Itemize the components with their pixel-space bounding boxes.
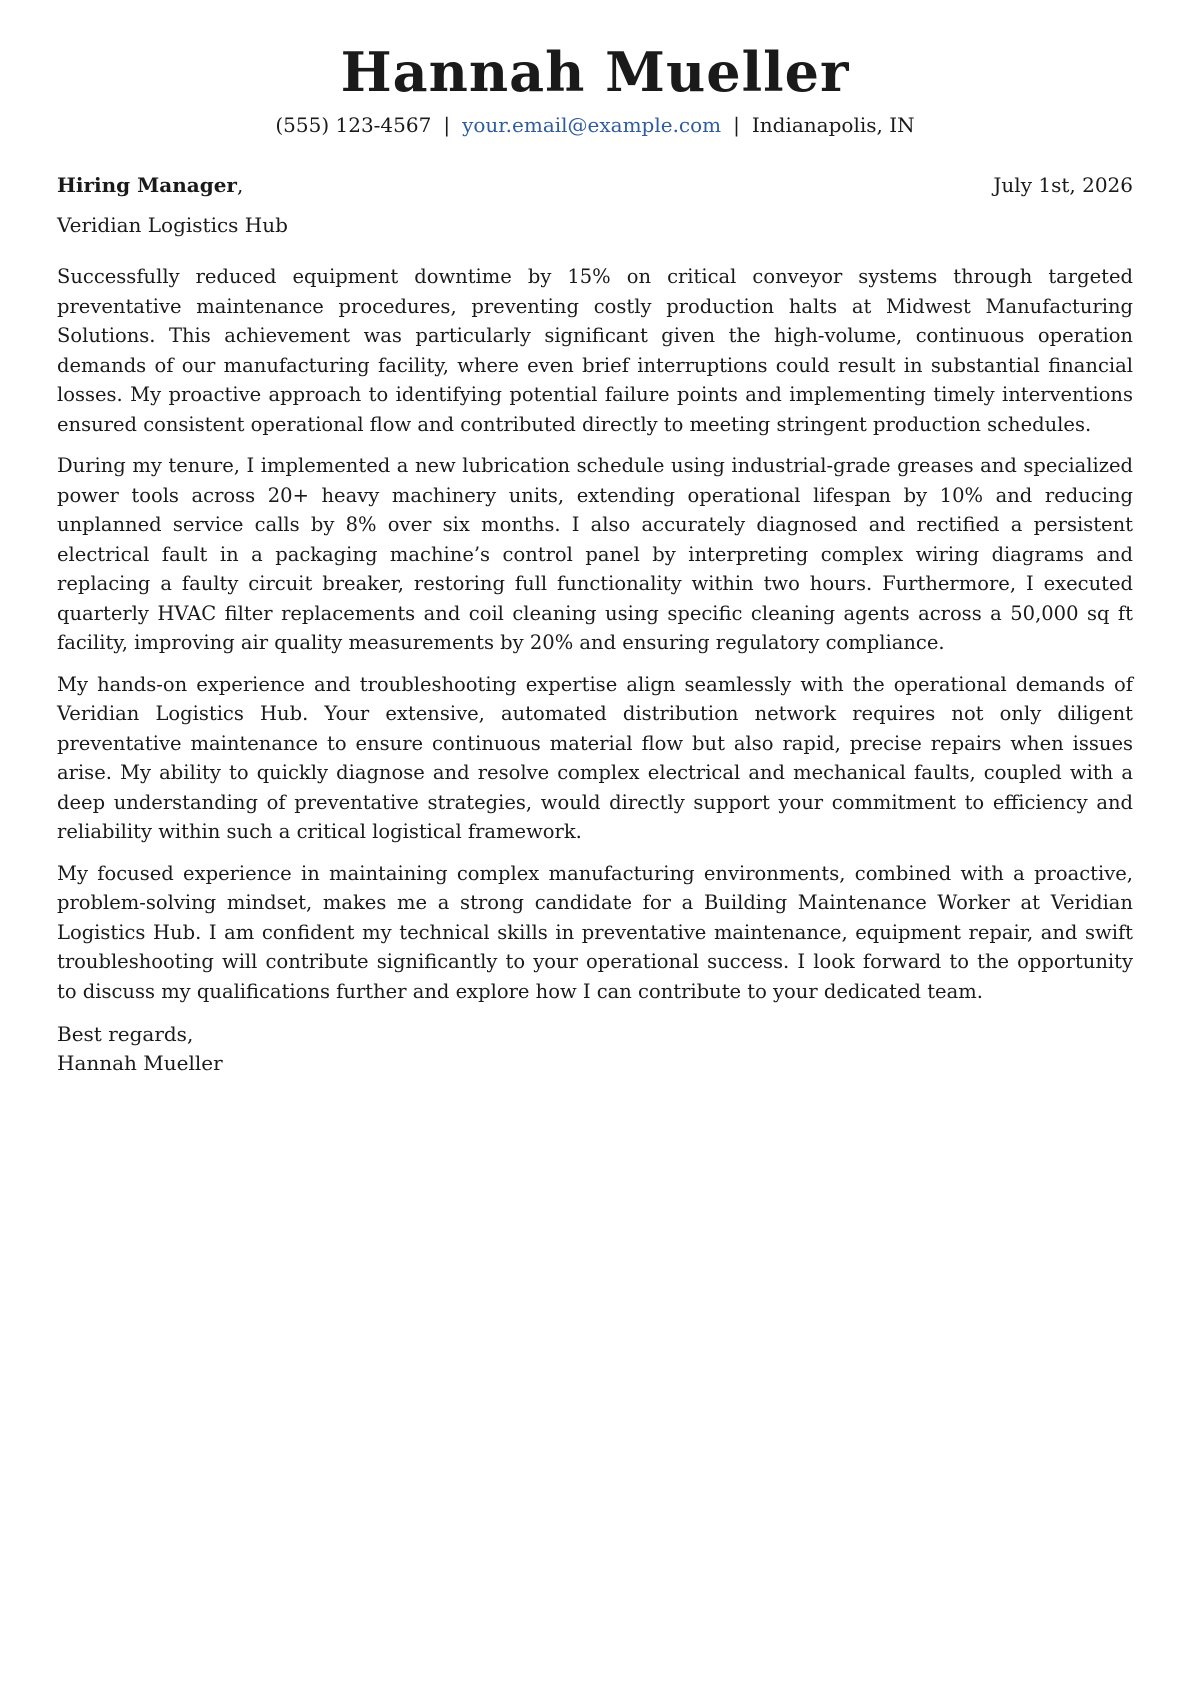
location: Indianapolis, IN xyxy=(751,113,915,137)
body-paragraph: My hands-on experience and troubleshooting expertise align seamlessly with the operational demands of Veridian Logistics Hub. Your extensive, automated distribution network requires not only diligent preventative maintenance to ensure continuous material flow but also rapid, precise repairs when issues arise. My ability to quickly diagnose and resolve complex electrical and mechanical faults, coupled with a deep understanding of preventative strategies, would directly support your commitment to efficiency and reliability within such a critical logistical framework. xyxy=(57,672,1133,843)
recipient-name: Hiring Manager xyxy=(57,173,237,197)
letter-closing xyxy=(57,1020,1133,1078)
salutation xyxy=(57,172,243,198)
separator: | xyxy=(733,113,740,137)
phone-number: (555) 123-4567 xyxy=(275,113,432,137)
separator: | xyxy=(443,113,451,137)
cover-letter-page xyxy=(57,0,1133,1683)
body-paragraph: My focused experience in maintaining complex manufacturing environments, combined with a proactive, problem-solving mindset, makes me a strong candidate for a Building Maintenance Worker at Veridian Logistics Hub. I am confident my technical skills in preventative maintenance, equipment repair, and swift troubleshooting will contribute significantly to your operational success. I look forward to the opportunity to discuss my qualifications further and explore how I can contribute to your dedicated team. xyxy=(57,861,1133,1003)
email-link[interactable]: your.email@example.com xyxy=(462,113,722,137)
letter-date: July 1st, 2026 xyxy=(993,173,1133,197)
body-paragraph: Successfully reduced equipment downtime by 15% on critical conveyor systems through targeted preventative maintenance procedures, preventing costly production halts at Midwest Manufacturing Solutions. This achievement was particularly significant given the high-volume, continuous operation demands of our manufacturing facility, where even brief interruptions could result in substantial financial losses. My proactive approach to identifying potential failure points and implementing timely interventions ensured consistent operational flow and contributed directly to meeting stringent production schedules. xyxy=(57,265,1133,436)
signoff: Best regards, xyxy=(57,1022,194,1046)
applicant-name: Hannah Mueller xyxy=(340,40,850,104)
recipient-row xyxy=(57,172,1133,198)
letter-header xyxy=(57,0,1133,138)
recipient-company: Veridian Logistics Hub xyxy=(57,213,288,237)
contact-line xyxy=(57,112,1133,138)
salutation-punct: , xyxy=(236,173,244,197)
signature-name: Hannah Mueller xyxy=(57,1051,223,1075)
letter-body xyxy=(57,262,1133,1006)
body-paragraph: During my tenure, I implemented a new lubrication schedule using industrial-grade greases and specialized power tools across 20+ heavy machinery units, extending operational lifespan by 10% and reducing unplanned service calls by 8% over six months. I also accurately diagnosed and rectified a persistent electrical fault in a packaging machine’s control panel by interpreting complex wiring diagrams and replacing a faulty circuit breaker, restoring full functionality within two hours. Furthermore, I executed quarterly HVAC filter replacements and coil cleaning using specific cleaning agents across a 50,000 sq ft facility, improving air quality measurements by 20% and ensuring regulatory compliance. xyxy=(57,454,1133,654)
